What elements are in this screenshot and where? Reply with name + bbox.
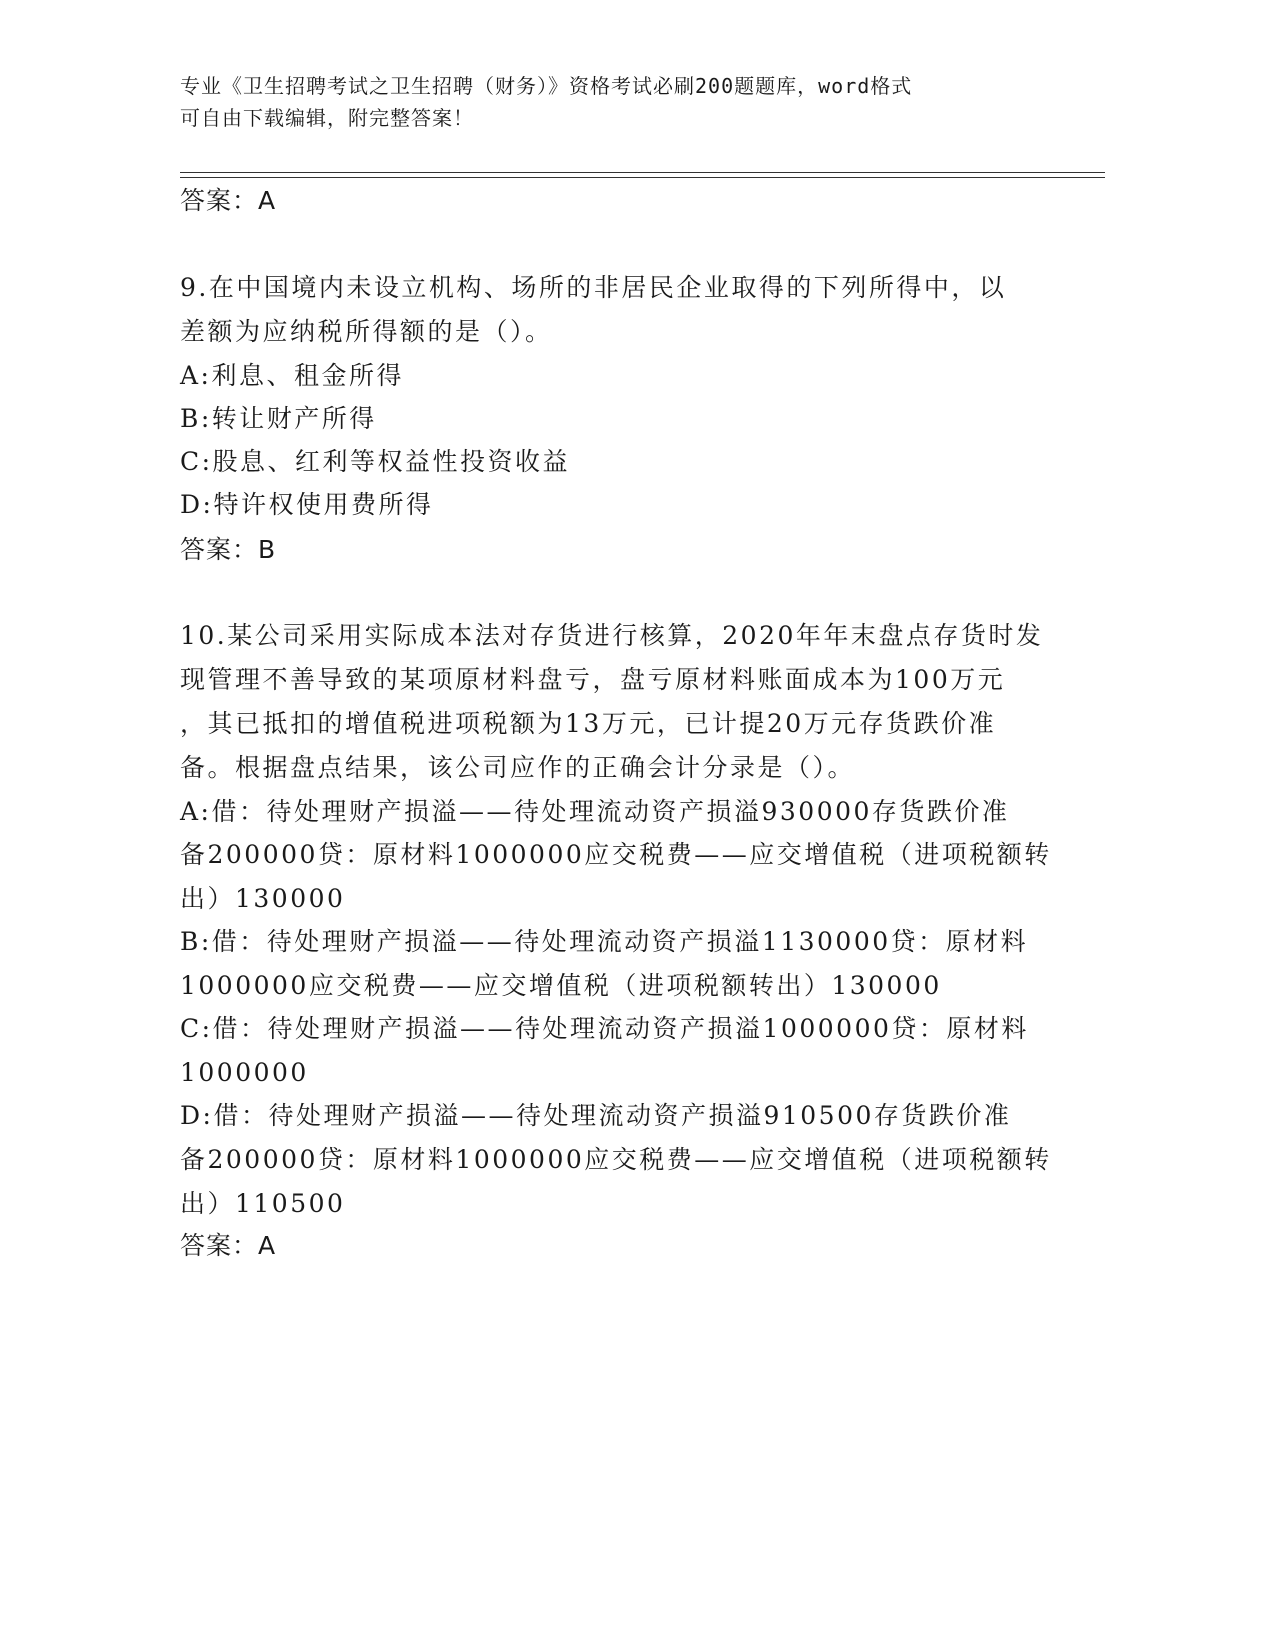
question-10-option-c-line-2: 1000000 [180,1058,309,1087]
question-9-stem-line-2: 差额为应纳税所得额的是（）。 [180,317,553,346]
question-9-option-a: A:利息、租金所得 [180,361,404,390]
question-10-option-d-line-1: D:借：待处理财产损溢——待处理流动资产损溢910500存货跌价准 [180,1101,1012,1130]
question-10-option-c-line-1: C:借：待处理财产损溢——待处理流动资产损溢1000000贷：原材料 [180,1014,1029,1043]
question-10-option-a-line-2: 备200000贷：原材料1000000应交税费——应交增值税（进项税额转 [180,840,1052,869]
previous-answer: 答案：A [180,186,277,215]
question-10-option-b-line-2: 1000000应交税费——应交增值税（进项税额转出）130000 [180,971,942,1000]
header-line-1: 专业《卫生招聘考试之卫生招聘（财务）》资格考试必刷200题题库，word格式 [180,74,913,98]
question-10-stem-line-4: 备。根据盘点结果，该公司应作的正确会计分录是（）。 [180,753,856,782]
question-9-option-c: C:股息、红利等权益性投资收益 [180,447,571,476]
header-divider-top [180,172,1105,173]
question-10-option-a-line-3: 出）130000 [180,884,346,913]
header-line-2: 可自由下载编辑，附完整答案！ [180,106,474,130]
question-9-answer: 答案：B [180,535,277,564]
question-10-stem-line-1: 10.某公司采用实际成本法对存货进行核算，2020年年末盘点存货时发 [180,621,1044,650]
question-10-option-b-line-1: B:借：待处理财产损溢——待处理流动资产损溢1130000贷：原材料 [180,927,1029,956]
question-10-answer: 答案：A [180,1231,277,1260]
question-9-option-d: D:特许权使用费所得 [180,490,434,519]
question-10-option-a-line-1: A:借：待处理财产损溢——待处理流动资产损溢930000存货跌价准 [180,797,1010,826]
question-10-option-d-line-3: 出）110500 [180,1189,346,1218]
document-header [180,70,1060,134]
question-10-stem-line-3: ，其已抵扣的增值税进项税额为13万元，已计提20万元存货跌价准 [180,709,997,738]
header-divider-bottom [180,177,1105,178]
question-9-stem-line-1: 9.在中国境内未设立机构、场所的非居民企业取得的下列所得中，以 [180,273,1007,302]
question-9-option-b: B:转让财产所得 [180,404,377,433]
question-10-option-d-line-2: 备200000贷：原材料1000000应交税费——应交增值税（进项税额转 [180,1145,1052,1174]
question-10-stem-line-2: 现管理不善导致的某项原材料盘亏，盘亏原材料账面成本为100万元 [180,665,1006,694]
